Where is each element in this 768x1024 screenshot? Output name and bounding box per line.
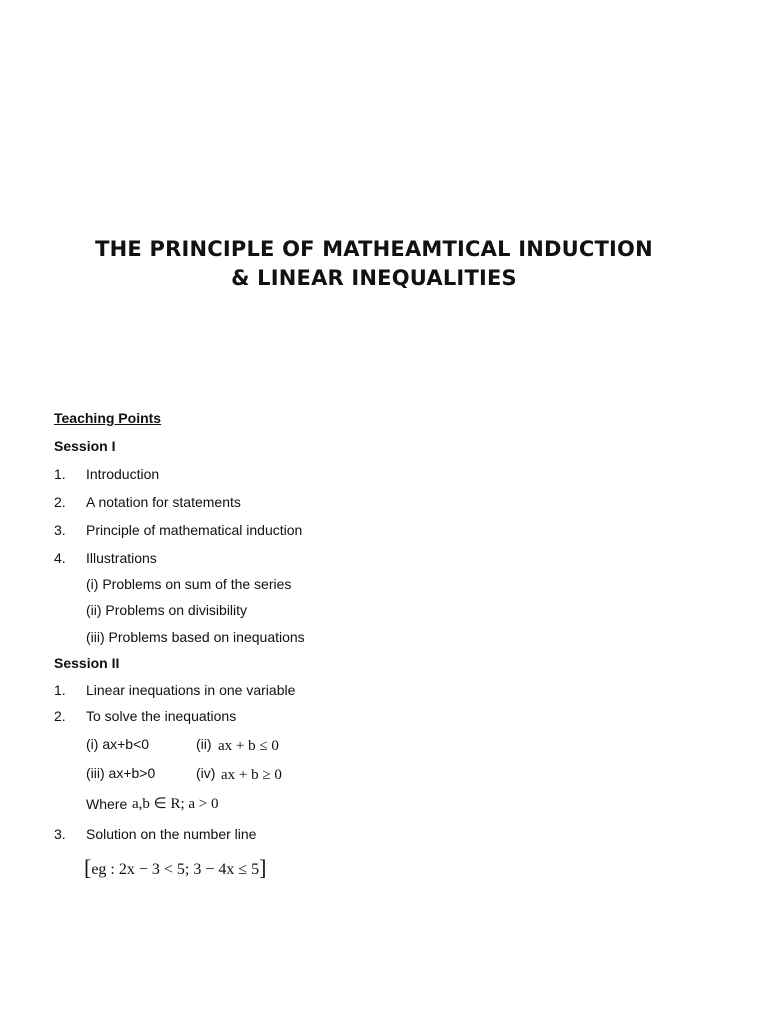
- case-iv-inequation: ax + b ≥ 0: [221, 767, 282, 783]
- document-title-line-1: THE PRINCIPLE OF MATHEAMTICAL INDUCTION: [95, 237, 653, 261]
- list-item-text: Principle of mathematical induction: [86, 522, 303, 538]
- list-item-text: Introduction: [86, 466, 160, 482]
- example-text: eg : 2x − 3 < 5; 3 − 4x ≤ 5: [91, 861, 260, 878]
- list-item-number: 4.: [54, 550, 66, 566]
- case-ii-inequation: ax + b ≤ 0: [218, 738, 279, 754]
- list-item-number: 3.: [54, 826, 66, 842]
- case-iii-inequation: (iii) ax+b>0: [86, 765, 156, 781]
- list-item-number: 1.: [54, 466, 66, 482]
- list-item-text: Illustrations: [86, 550, 157, 566]
- case-ii-label: (ii): [196, 736, 212, 752]
- where-label: Where: [86, 796, 128, 812]
- session-1-heading: Session I: [54, 438, 116, 454]
- list-item-text: A notation for statements: [86, 494, 241, 510]
- session-2-heading: Session II: [54, 655, 120, 671]
- sub-item-text: (i) Problems on sum of the series: [86, 576, 292, 592]
- list-item-number: 2.: [54, 708, 66, 724]
- sub-item-text: (ii) Problems on divisibility: [86, 602, 248, 618]
- example-close-bracket: ]: [259, 855, 267, 880]
- list-item-text: Solution on the number line: [86, 826, 257, 842]
- teaching-points-heading: Teaching Points: [54, 410, 162, 426]
- sub-item-text: (iii) Problems based on inequations: [86, 629, 305, 645]
- list-item-number: 1.: [54, 682, 66, 698]
- case-iv-label: (iv): [196, 765, 216, 781]
- list-item-number: 2.: [54, 494, 66, 510]
- case-i-inequation: (i) ax+b<0: [86, 736, 150, 752]
- list-item-text: To solve the inequations: [86, 708, 237, 724]
- list-item-text: Linear inequations in one variable: [86, 682, 296, 698]
- where-condition: a,b ∈ R; a > 0: [132, 796, 219, 812]
- list-item-number: 3.: [54, 522, 66, 538]
- example-open-bracket: [: [84, 855, 92, 880]
- example-inequalities: [84, 856, 267, 881]
- document-title-line-2: & LINEAR INEQUALITIES: [231, 266, 517, 290]
